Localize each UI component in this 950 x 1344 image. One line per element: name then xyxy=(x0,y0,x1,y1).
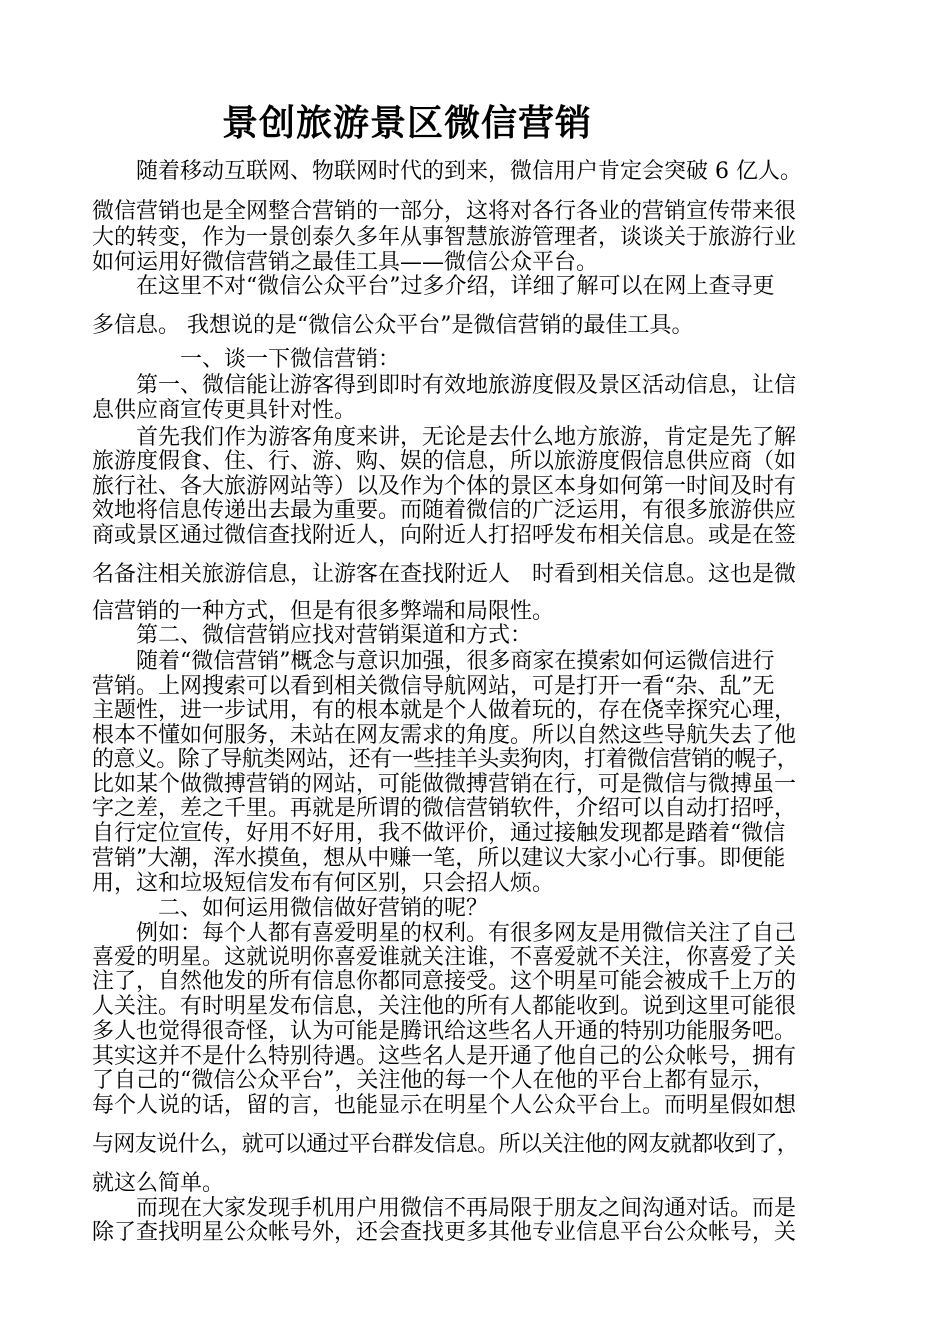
paragraph-line: 名备注相关旅游信息，让游客在查找附近人 时看到相关信息。这也是微 xyxy=(92,562,797,587)
paragraph-line: 商或景区通过微信查找附近人，向附近人打招呼发布相关信息。或是在签 xyxy=(92,523,797,548)
paragraph-line: 了自己的“微信公众平台”，关注他的每一个人在他的平台上都有显示， xyxy=(92,1068,775,1093)
paragraph-line: 每个人说的话，留的言，也能显示在明星个人公众平台上。而明星假如想 xyxy=(92,1093,797,1118)
paragraph-line: 自行定位宣传，好用不好用，我不做评价，通过接触发现都是踏着“微信 xyxy=(92,821,786,846)
paragraph-line: 如何运用好微信营销之最佳工具——微信公众平台。 xyxy=(92,250,599,275)
paragraph-line: 用，这和垃圾短信发布有何区别，只会招人烦。 xyxy=(92,871,555,896)
section-heading: 一、谈一下微信营销： xyxy=(92,347,401,372)
paragraph-line: 比如某个做微搏营销的网站，可能做微搏营销在行，可是微信与微搏虽一 xyxy=(92,772,797,797)
paragraph-line: 多信息。 我想说的是“微信公众平台”是微信营销的最佳工具。 xyxy=(92,313,694,338)
paragraph-line: 除了查找明星公众帐号外，还会查找更多其他专业信息平台公众帐号，关 xyxy=(92,1220,797,1245)
paragraph-line: 例如：每个人都有喜爱明星的权利。有很多网友是用微信关注了自己 xyxy=(92,921,797,946)
paragraph-line: 大的转变，作为一景创泰久多年从事智慧旅游管理者，谈谈关于旅游行业 xyxy=(92,225,797,250)
paragraph-line: 就这么简单。 xyxy=(92,1171,225,1196)
paragraph-line: 字之差，差之千里。再就是所谓的微信营销软件，介绍可以自动打招呼， xyxy=(92,796,797,821)
section-heading: 二、如何运用微信做好营销的呢？ xyxy=(92,896,489,921)
paragraph-line: 随着“微信营销”概念与意识加强，很多商家在摸索如何运微信进行 xyxy=(92,649,775,674)
paragraph-line: 第一、微信能让游客得到即时有效地旅游度假及景区活动信息，让信 xyxy=(92,373,797,398)
paragraph-line: 随着移动互联网、物联网时代的到来，微信用户肯定会突破 6 亿人。 xyxy=(92,159,802,184)
paragraph-line: 的意义。除了导航类网站，还有一些挂羊头卖狗肉，打着微信营销的幌子， xyxy=(92,747,799,772)
paragraph-line: 而现在大家发现手机用户用微信不再局限于朋友之间沟通对话。而是 xyxy=(92,1196,797,1221)
paragraph-line: 营销。上网搜索可以看到相关微信导航网站，可是打开一看“杂、乱”无 xyxy=(92,674,775,699)
paragraph-line: 息供应商宣传更具针对性。 xyxy=(92,398,357,423)
paragraph-line: 营销”大潮，浑水摸鱼，想从中赚一笔，所以建议大家小心行事。即便能 xyxy=(92,846,786,871)
paragraph-line: 旅行社、各大旅游网站等）以及作为个体的景区本身如何第一时间及时有 xyxy=(92,474,797,499)
paragraph-line: 主题性，进一步试用，有的根本就是个人做着玩的，存在侥幸探究心理， xyxy=(92,698,797,723)
paragraph-line: 在这里不对“微信公众平台”过多介绍，详细了解可以在网上查寻更 xyxy=(92,274,775,299)
paragraph-line: 效地将信息传递出去最为重要。而随着微信的广泛运用，有很多旅游供应 xyxy=(92,498,797,523)
paragraph-line: 多人也觉得很奇怪，认为可能是腾讯给这些名人开通的特别功能服务吧。 xyxy=(92,1019,797,1044)
paragraph-line: 注了，自然他发的所有信息你都同意接受。这个明星可能会被成千上万的 xyxy=(92,969,797,994)
paragraph-line: 微信营销也是全网整合营销的一部分，这将对各行各业的营销宣传带来很 xyxy=(92,199,797,224)
paragraph-line: 人关注。有时明星发布信息，关注他的所有人都能收到。说到这里可能很 xyxy=(92,994,797,1019)
paragraph-line: 信营销的一种方式，但是有很多弊端和局限性。 xyxy=(92,599,555,624)
document-title: 景创旅游景区微信营销 xyxy=(222,103,593,144)
section-heading: 第二、微信营销应找对营销渠道和方式： xyxy=(92,623,533,648)
paragraph-line: 首先我们作为游客角度来讲，无论是去什么地方旅游，肯定是先了解 xyxy=(92,425,797,450)
paragraph-line: 其实这并不是什么特别待遇。这些名人是开通了他自己的公众帐号，拥有 xyxy=(92,1044,797,1069)
paragraph-line: 与网友说什么，就可以通过平台群发信息。所以关注他的网友就都收到了， xyxy=(92,1132,799,1157)
paragraph-line: 根本不懂如何服务，未站在网友需求的角度。所以自然这些导航失去了他 xyxy=(92,723,797,748)
paragraph-line: 旅游度假食、住、行、游、购、娱的信息，所以旅游度假信息供应商（如 xyxy=(92,449,797,474)
paragraph-line: 喜爱的明星。这就说明你喜爱谁就关注谁，不喜爱就不关注，你喜爱了关 xyxy=(92,945,797,970)
